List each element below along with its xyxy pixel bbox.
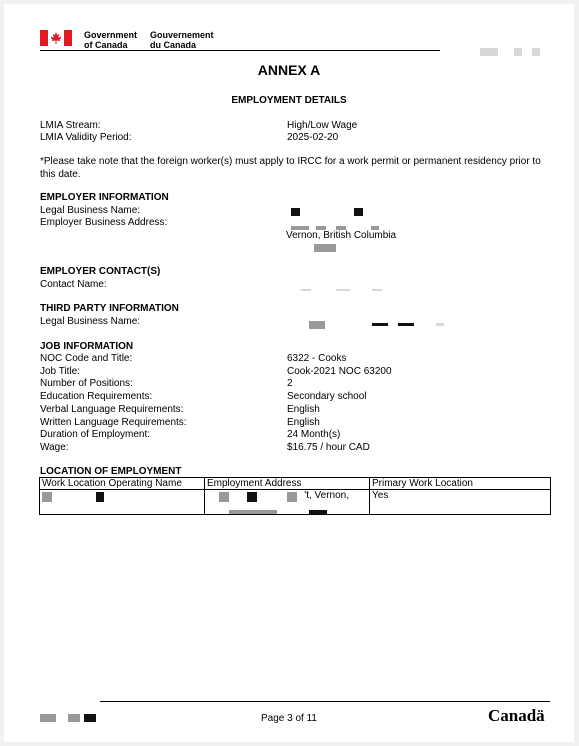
job-info-heading: JOB INFORMATION — [40, 341, 134, 352]
page-number: Page 3 of 11 — [261, 713, 317, 724]
job-label: Wage: — [40, 441, 69, 453]
job-label: Verbal Language Requirements: — [40, 403, 184, 415]
primary-location-cell: Yes — [370, 490, 551, 515]
job-value: Cook-2021 NOC 63200 — [287, 365, 392, 377]
redacted-address — [287, 492, 297, 502]
canada-flag-icon — [40, 30, 72, 46]
redacted-address — [219, 492, 229, 502]
redacted-address — [229, 510, 277, 514]
header-redaction — [514, 48, 522, 56]
redacted-contact-name — [372, 289, 382, 291]
employer-contact-heading: EMPLOYER CONTACT(S) — [40, 266, 161, 277]
gov-fr-line2: du Canada — [150, 40, 197, 50]
job-label: Number of Positions: — [40, 378, 133, 390]
gov-en-line2: of Canada — [84, 40, 128, 50]
redacted-address — [309, 510, 327, 514]
column-header: Employment Address — [205, 478, 370, 490]
job-labels — [40, 353, 187, 455]
redacted-third-party-name — [372, 323, 388, 326]
canada-wordmark — [488, 706, 545, 726]
job-label: Duration of Employment: — [40, 429, 151, 441]
header-rule — [40, 50, 440, 51]
job-value: 6322 - Cooks — [287, 353, 347, 364]
job-value: Secondary school — [287, 391, 367, 403]
employer-address-city: Vernon, British Columbia — [286, 230, 397, 241]
table-header-row — [40, 478, 551, 490]
header-redaction — [480, 48, 498, 56]
gov-en-line1: Government — [84, 30, 138, 40]
employer-address-label: Employer Business Address: — [40, 217, 168, 228]
job-label: Education Requirements: — [40, 391, 153, 403]
job-label: Job Title: — [40, 365, 81, 377]
job-value: 24 Month(s) — [287, 429, 341, 441]
employer-legal-name-label: Legal Business Name: — [40, 205, 141, 216]
gov-signature-en — [84, 30, 137, 50]
redacted-third-party-name — [309, 321, 325, 329]
job-value: $16.75 / hour CAD — [287, 441, 370, 453]
section-subtitle: EMPLOYMENT DETAILS — [231, 95, 347, 106]
redacted-operating-name — [96, 492, 104, 502]
column-header: Work Location Operating Name — [40, 478, 205, 490]
header-redaction — [532, 48, 540, 56]
job-value: English — [287, 416, 320, 428]
wordmark-text: Canadä — [488, 706, 545, 725]
document-page — [4, 4, 574, 742]
operating-name-cell — [40, 490, 205, 515]
page-title: ANNEX A — [257, 62, 321, 78]
redacted-third-party-name — [398, 323, 414, 326]
footer-rule — [100, 701, 550, 702]
job-label: Written Language Requirements: — [40, 416, 187, 428]
work-permit-notice: *Please take note that the foreign worker(s) must apply to IRCC for a work permit or permanent residency prior to this date. — [40, 156, 541, 180]
gov-signature-fr — [150, 30, 214, 50]
redacted-third-party-name — [436, 323, 444, 326]
redacted-address — [247, 492, 257, 502]
job-value: English — [287, 403, 320, 415]
employer-info-heading: EMPLOYER INFORMATION — [40, 192, 169, 203]
address-fragment: 't, Vernon, — [304, 490, 349, 501]
lmia-validity-value: 2025-02-20 — [287, 132, 339, 143]
job-value: 2 — [287, 378, 293, 390]
redacted-legal-name — [354, 208, 363, 216]
column-header: Primary Work Location — [370, 478, 551, 490]
third-party-heading: THIRD PARTY INFORMATION — [40, 303, 179, 314]
lmia-validity-label: LMIA Validity Period: — [40, 132, 132, 143]
redacted-legal-name — [291, 208, 300, 216]
redacted-contact-name — [301, 289, 311, 291]
gov-fr-line1: Gouvernement — [150, 30, 214, 40]
lmia-stream-label: LMIA Stream: — [40, 120, 101, 131]
job-label: NOC Code and Title: — [40, 353, 133, 364]
lmia-stream-value: High/Low Wage — [287, 120, 358, 131]
redacted-operating-name — [42, 492, 52, 502]
third-party-legal-name-label: Legal Business Name: — [40, 316, 141, 327]
contact-name-label: Contact Name: — [40, 279, 107, 290]
job-values — [287, 353, 392, 455]
redacted-postal-code — [314, 244, 336, 252]
location-heading: LOCATION OF EMPLOYMENT — [40, 466, 182, 477]
redacted-contact-name — [336, 289, 350, 291]
